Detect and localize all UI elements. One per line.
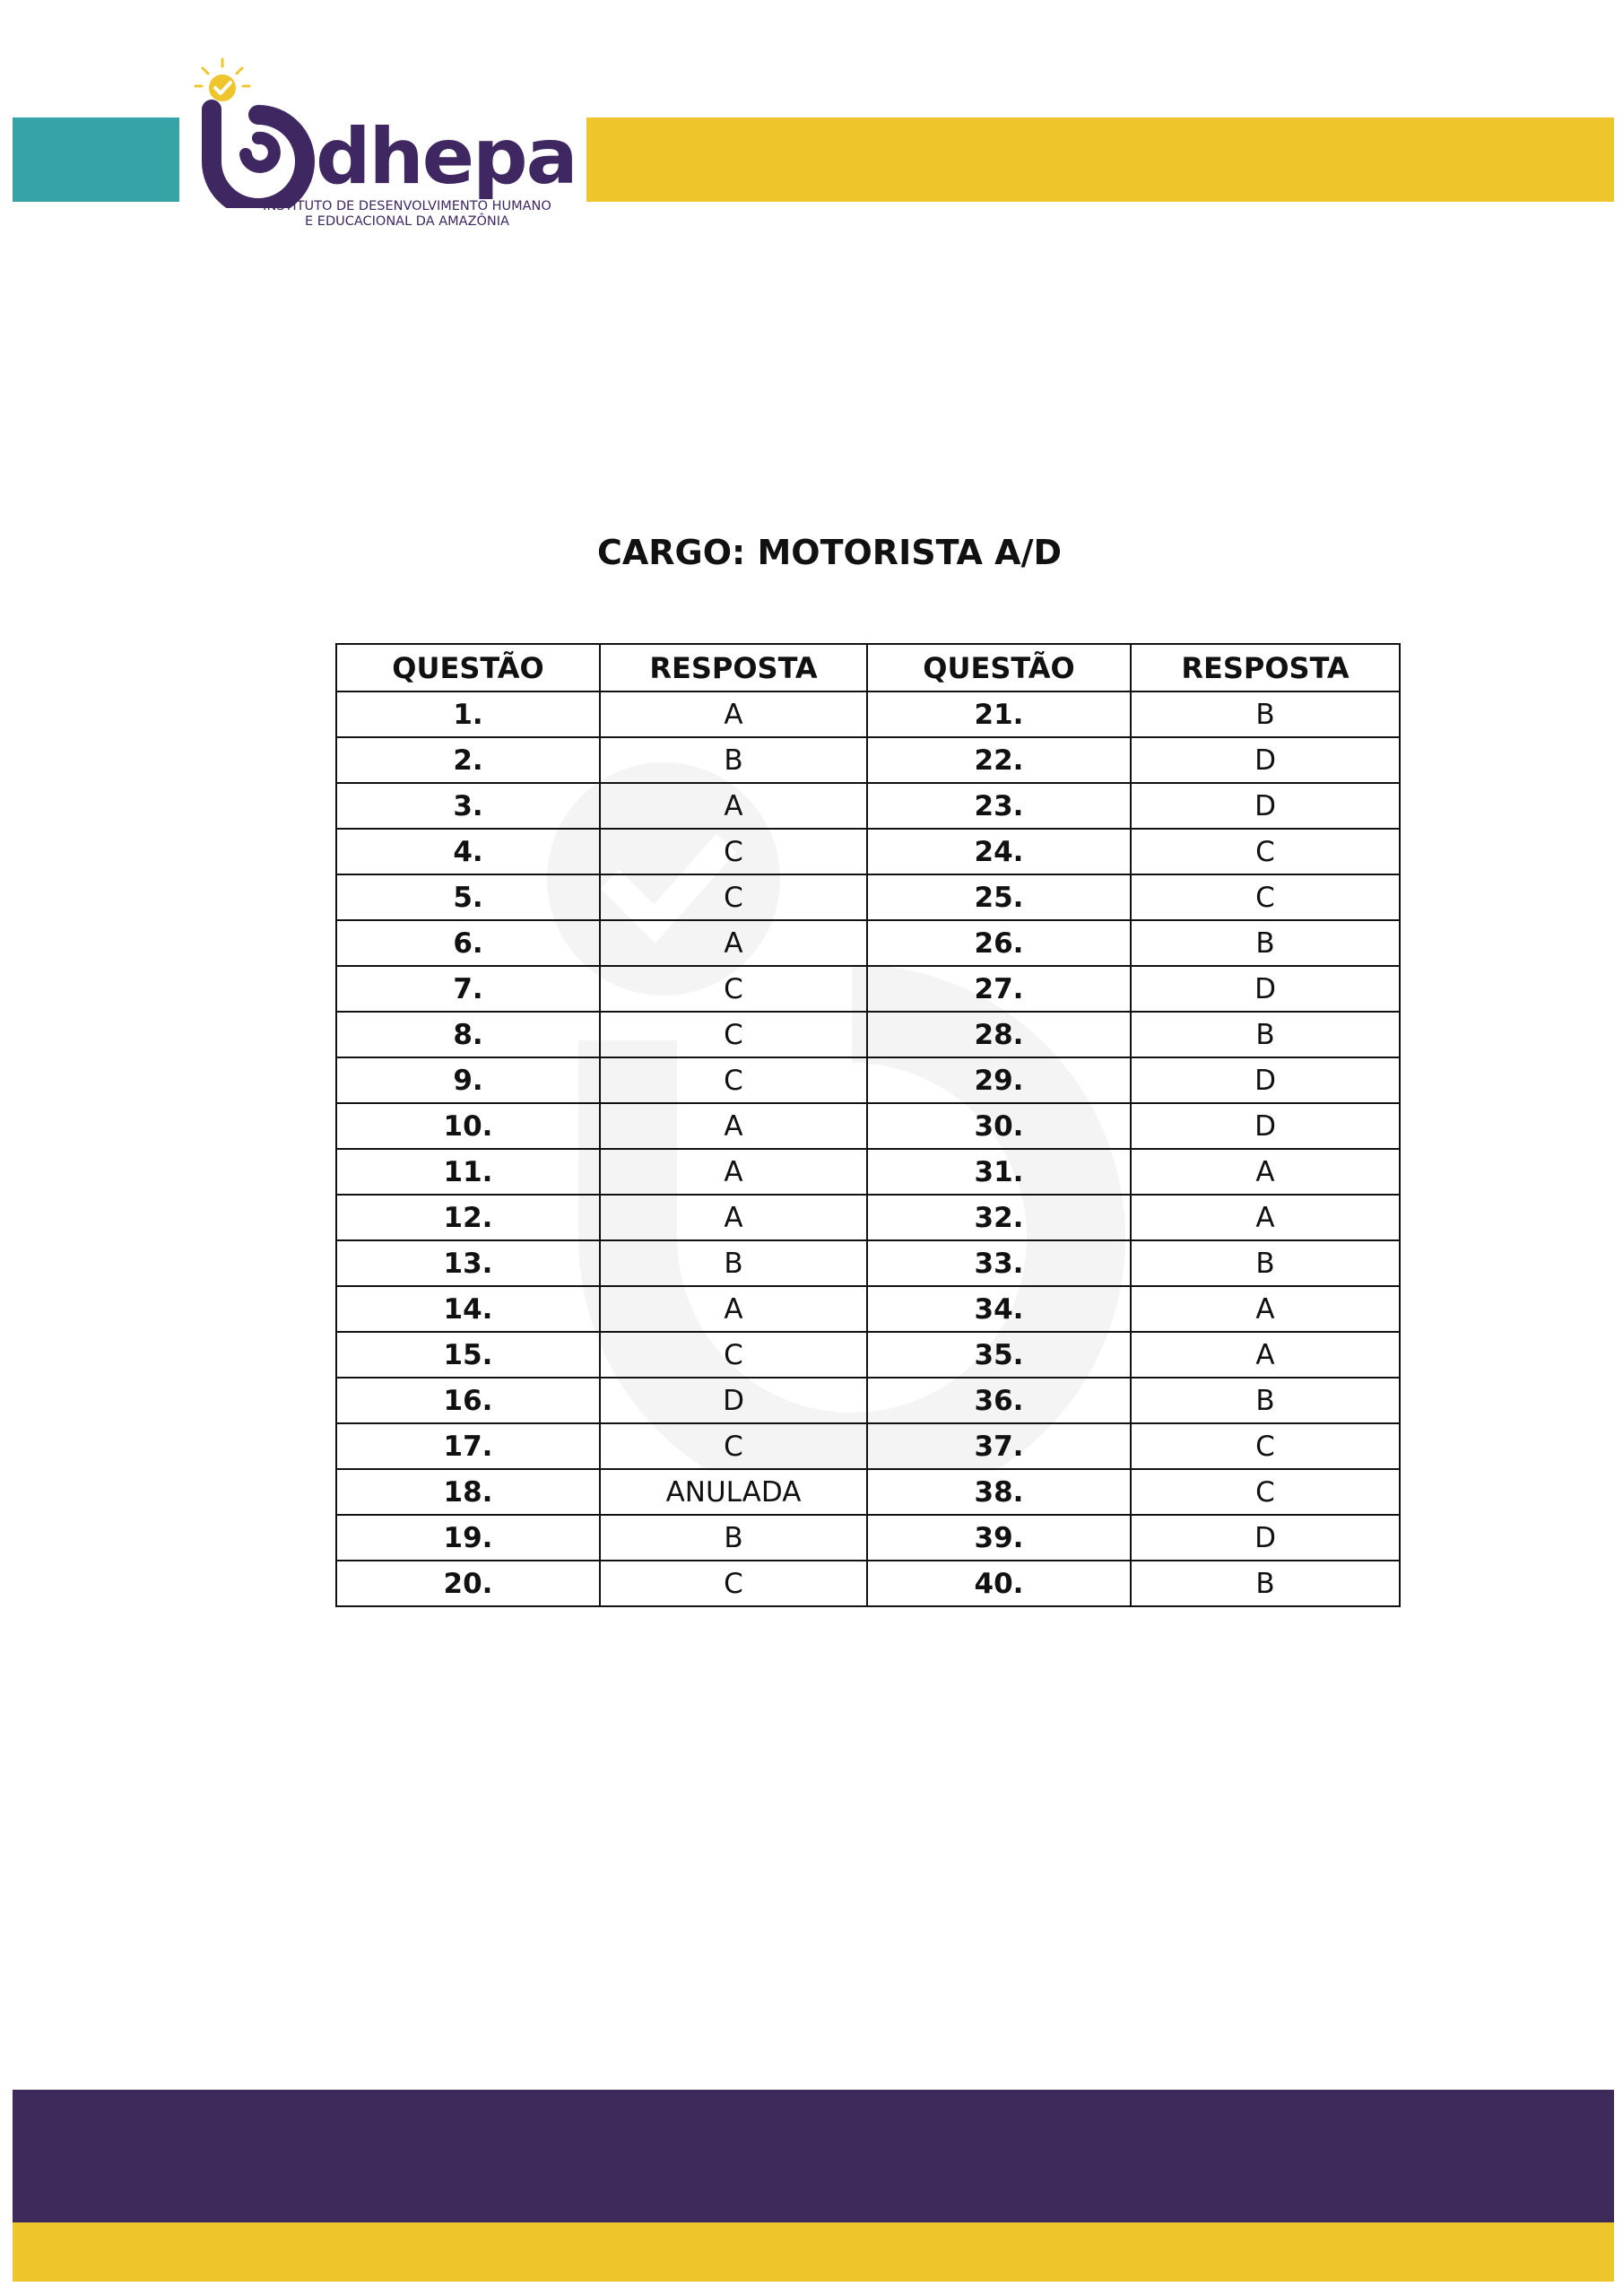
answer-cell: D xyxy=(1131,783,1400,829)
question-number: 4. xyxy=(336,829,600,874)
table-row xyxy=(336,783,1400,829)
question-number: 36. xyxy=(867,1378,1131,1423)
answer-cell: ANULADA xyxy=(600,1469,867,1515)
question-number: 13. xyxy=(336,1240,600,1286)
question-number: 24. xyxy=(867,829,1131,874)
question-number: 37. xyxy=(867,1423,1131,1469)
question-number: 30. xyxy=(867,1103,1131,1149)
table-row xyxy=(336,1561,1400,1606)
question-number: 9. xyxy=(336,1057,600,1103)
question-number: 15. xyxy=(336,1332,600,1378)
table-row xyxy=(336,691,1400,737)
answer-cell: B xyxy=(600,737,867,783)
column-header-resposta: RESPOSTA xyxy=(1131,644,1400,691)
question-number: 7. xyxy=(336,966,600,1012)
table-row xyxy=(336,1286,1400,1332)
header-yellow-bar xyxy=(586,117,1614,202)
answer-cell: A xyxy=(600,691,867,737)
table-row xyxy=(336,1103,1400,1149)
answer-cell: C xyxy=(600,1332,867,1378)
question-number: 10. xyxy=(336,1103,600,1149)
answer-cell: B xyxy=(600,1515,867,1561)
answer-cell: A xyxy=(600,1286,867,1332)
question-number: 35. xyxy=(867,1332,1131,1378)
question-number: 1. xyxy=(336,691,600,737)
question-number: 25. xyxy=(867,874,1131,920)
column-header-questao: QUESTÃO xyxy=(336,644,600,691)
answer-cell: C xyxy=(600,1012,867,1057)
table-row xyxy=(336,1149,1400,1195)
answer-cell: C xyxy=(600,1057,867,1103)
answer-cell: A xyxy=(1131,1149,1400,1195)
question-number: 28. xyxy=(867,1012,1131,1057)
question-number: 3. xyxy=(336,783,600,829)
table-row xyxy=(336,1469,1400,1515)
table-row xyxy=(336,1012,1400,1057)
table-row xyxy=(336,874,1400,920)
table-row xyxy=(336,737,1400,783)
answer-cell: A xyxy=(600,920,867,966)
question-number: 14. xyxy=(336,1286,600,1332)
answer-cell: C xyxy=(1131,1423,1400,1469)
table-row xyxy=(336,1240,1400,1286)
table-row xyxy=(336,920,1400,966)
column-header-resposta: RESPOSTA xyxy=(600,644,867,691)
table-row xyxy=(336,1515,1400,1561)
answer-cell: A xyxy=(600,1103,867,1149)
answer-cell: B xyxy=(1131,1378,1400,1423)
question-number: 33. xyxy=(867,1240,1131,1286)
logo-subtitle-line2: E EDUCACIONAL DA AMAZÔNIA xyxy=(305,214,509,229)
logo-wordmark: dhepa xyxy=(316,112,577,202)
answer-cell: B xyxy=(1131,920,1400,966)
answer-cell: B xyxy=(1131,1012,1400,1057)
answer-cell: D xyxy=(1131,1057,1400,1103)
answer-cell: D xyxy=(1131,1515,1400,1561)
question-number: 29. xyxy=(867,1057,1131,1103)
table-row xyxy=(336,1423,1400,1469)
answer-cell: C xyxy=(600,1561,867,1606)
question-number: 23. xyxy=(867,783,1131,829)
logo-subtitle-line1: INSTITUTO DE DESENVOLVIMENTO HUMANO xyxy=(263,199,551,213)
answer-cell: C xyxy=(1131,829,1400,874)
question-number: 12. xyxy=(336,1195,600,1240)
idhepa-logo xyxy=(192,56,577,235)
answer-cell: B xyxy=(1131,691,1400,737)
answer-cell: C xyxy=(600,829,867,874)
question-number: 40. xyxy=(867,1561,1131,1606)
answer-cell: C xyxy=(600,1423,867,1469)
answer-cell: A xyxy=(1131,1286,1400,1332)
column-header-questao: QUESTÃO xyxy=(867,644,1131,691)
answer-cell: D xyxy=(1131,966,1400,1012)
question-number: 18. xyxy=(336,1469,600,1515)
question-number: 5. xyxy=(336,874,600,920)
question-number: 6. xyxy=(336,920,600,966)
answer-cell: C xyxy=(1131,874,1400,920)
logo-mark-icon xyxy=(192,56,326,208)
answer-cell: D xyxy=(1131,1103,1400,1149)
question-number: 26. xyxy=(867,920,1131,966)
question-number: 39. xyxy=(867,1515,1131,1561)
question-number: 32. xyxy=(867,1195,1131,1240)
question-number: 11. xyxy=(336,1149,600,1195)
table-row xyxy=(336,1332,1400,1378)
answer-cell: C xyxy=(1131,1469,1400,1515)
question-number: 38. xyxy=(867,1469,1131,1515)
question-number: 20. xyxy=(336,1561,600,1606)
question-number: 17. xyxy=(336,1423,600,1469)
question-number: 2. xyxy=(336,737,600,783)
logo-subtitle xyxy=(255,199,560,230)
question-number: 21. xyxy=(867,691,1131,737)
table-row xyxy=(336,1195,1400,1240)
question-number: 16. xyxy=(336,1378,600,1423)
answer-cell: C xyxy=(600,966,867,1012)
answer-cell: A xyxy=(600,783,867,829)
answer-key-table xyxy=(335,643,1401,1607)
answer-cell: B xyxy=(600,1240,867,1286)
table-row xyxy=(336,1057,1400,1103)
answer-cell: A xyxy=(1131,1332,1400,1378)
table-row xyxy=(336,1378,1400,1423)
answer-cell: D xyxy=(1131,737,1400,783)
answer-cell: C xyxy=(600,874,867,920)
question-number: 27. xyxy=(867,966,1131,1012)
question-number: 8. xyxy=(336,1012,600,1057)
question-number: 19. xyxy=(336,1515,600,1561)
header-teal-bar xyxy=(13,117,179,202)
answer-cell: A xyxy=(600,1195,867,1240)
answer-cell: B xyxy=(1131,1561,1400,1606)
table-row xyxy=(336,829,1400,874)
answer-cell: A xyxy=(600,1149,867,1195)
answer-cell: A xyxy=(1131,1195,1400,1240)
footer-purple-bar xyxy=(13,2090,1614,2222)
answer-cell: B xyxy=(1131,1240,1400,1286)
table-header-row xyxy=(336,644,1400,691)
question-number: 22. xyxy=(867,737,1131,783)
table-row xyxy=(336,966,1400,1012)
answer-cell: D xyxy=(600,1378,867,1423)
footer-yellow-bar xyxy=(13,2222,1614,2282)
question-number: 34. xyxy=(867,1286,1131,1332)
page-title: CARGO: MOTORISTA A/D xyxy=(596,533,1063,572)
question-number: 31. xyxy=(867,1149,1131,1195)
